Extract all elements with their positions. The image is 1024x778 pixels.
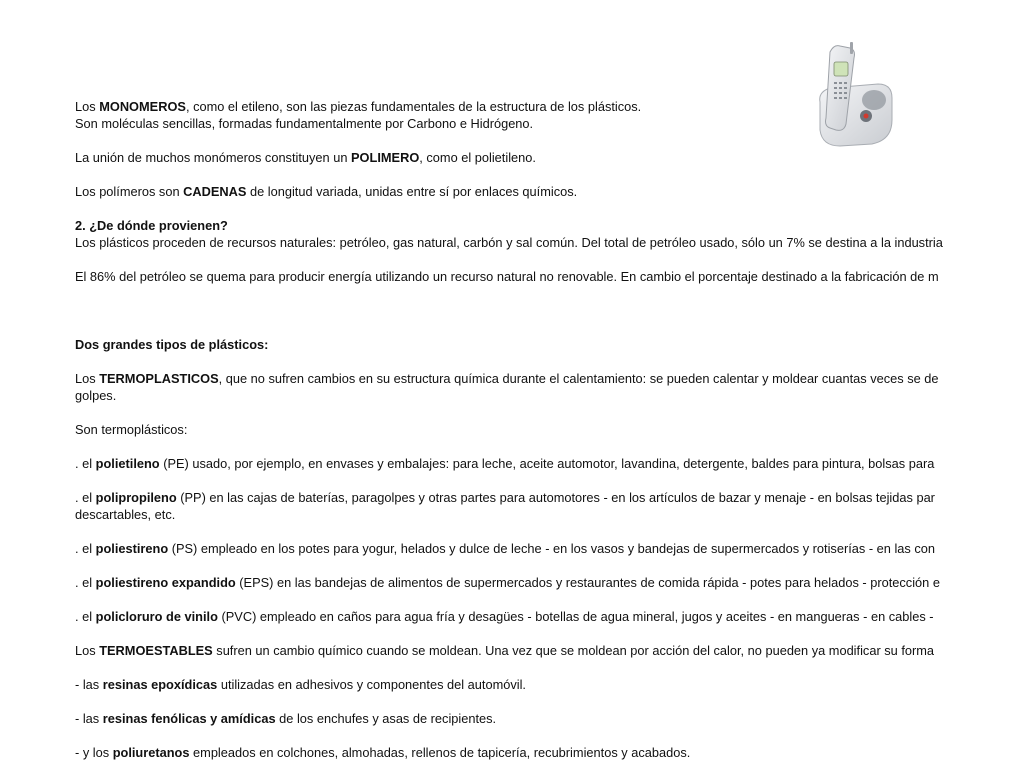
bold-term-termoestables: TERMOESTABLES <box>99 643 213 658</box>
bold-term: resinas epoxídicas <box>102 677 218 692</box>
text-line: Son moléculas sencillas, formadas fundamentalmente por Carbono e Hidrógeno. <box>75 116 534 131</box>
list-item-poliestireno-expandido <box>75 574 1024 591</box>
bold-term: polipropileno <box>95 490 177 505</box>
text: - las <box>75 677 103 692</box>
text: sufren un cambio químico cuando se moldean. Una vez que se moldean por acción del calor, no pueden ya modificar su forma <box>212 643 935 658</box>
list-item-polietileno <box>75 455 1024 472</box>
document-body <box>75 98 1024 778</box>
text: (PS) empleado en los potes para yogur, helados y dulce de leche - en los vasos y bandejas de supermercados y rotiserías - en las con <box>168 541 935 556</box>
text: Los <box>75 643 100 658</box>
list-item-polipropileno <box>75 489 1024 523</box>
section-provienen <box>75 217 1024 251</box>
paragraph-cadenas <box>75 183 1024 200</box>
bold-term: resinas fenólicas y amídicas <box>102 711 276 726</box>
text: . el <box>75 609 96 624</box>
text-line: descartables, etc. <box>75 507 176 522</box>
bold-term: poliuretanos <box>112 745 190 760</box>
text: . el <box>75 490 96 505</box>
bold-term-polimero: POLIMERO <box>351 150 420 165</box>
text: (PVC) empleado en caños para agua fría y desagües - botellas de agua mineral, jugos y aceites - en mangueras - en cables - <box>217 609 934 624</box>
section-heading: Dos grandes tipos de plásticos: <box>75 337 269 352</box>
section-heading-tipos <box>75 336 1024 353</box>
text-line: golpes. <box>75 388 117 403</box>
list-item-resinas-epoxidicas <box>75 676 1024 693</box>
text: utilizadas en adhesivos y componentes del automóvil. <box>217 677 526 692</box>
paragraph-petroleo <box>75 268 1024 285</box>
list-item-pvc <box>75 608 1024 625</box>
text: , como el polietileno. <box>419 150 536 165</box>
bold-term: poliestireno expandido <box>95 575 236 590</box>
text: , que no sufren cambios en su estructura química durante el calentamiento: se pueden calentar y moldear cuantas veces se de <box>218 371 939 386</box>
text: Los <box>75 99 100 114</box>
text: . el <box>75 541 96 556</box>
text: (EPS) en las bandejas de alimentos de supermercados y restaurantes de comida rápida - potes para helados - protección e <box>235 575 940 590</box>
text-line: Los plásticos proceden de recursos naturales: petróleo, gas natural, carbón y sal común. Del total de petróleo usado, sólo un 7% se destina a la industria <box>75 235 943 250</box>
bold-term: poliestireno <box>95 541 169 556</box>
bold-term-cadenas: CADENAS <box>183 184 247 199</box>
text: de longitud variada, unidas entre sí por enlaces químicos. <box>246 184 578 199</box>
text: Los polímeros son <box>75 184 184 199</box>
bold-term: polietileno <box>95 456 160 471</box>
text: (PE) usado, por ejemplo, en envases y embalajes: para leche, aceite automotor, lavandina, detergente, baldes para pintura, bolsas para <box>159 456 935 471</box>
text: . el <box>75 575 96 590</box>
text: (PP) en las cajas de baterías, paragolpes y otras partes para automotores - en los artículos de bazar y menaje - en bolsas tejidas par <box>176 490 935 505</box>
paragraph-monomeros <box>75 98 1024 132</box>
bold-term-monomeros: MONOMEROS <box>99 99 186 114</box>
text: Los <box>75 371 100 386</box>
text: de los enchufes y asas de recipientes. <box>275 711 497 726</box>
paragraph-son-termoplasticos <box>75 421 1024 438</box>
list-item-poliestireno <box>75 540 1024 557</box>
list-item-resinas-fenolicas <box>75 710 1024 727</box>
text: El 86% del petróleo se quema para producir energía utilizando un recurso natural no renovable. En cambio el porcentaje destinado a la fabricación de m <box>75 269 939 284</box>
text: La unión de muchos monómeros constituyen un <box>75 150 352 165</box>
text: , como el etileno, son las piezas fundamentales de la estructura de los plásticos. <box>185 99 642 114</box>
paragraph-termoestables <box>75 642 1024 659</box>
text: empleados en colchones, almohadas, rellenos de tapicería, recubrimientos y acabados. <box>189 745 691 760</box>
text: . el <box>75 456 96 471</box>
text: - las <box>75 711 103 726</box>
bold-term-termoplasticos: TERMOPLASTICOS <box>99 371 219 386</box>
bold-term: policloruro de vinilo <box>95 609 218 624</box>
text: Son termoplásticos: <box>75 422 188 437</box>
paragraph-termoplasticos <box>75 370 1024 404</box>
paragraph-polimero <box>75 149 1024 166</box>
list-item-poliuretanos <box>75 744 1024 761</box>
section-heading: 2. ¿De dónde provienen? <box>75 218 228 233</box>
text: - y los <box>75 745 113 760</box>
